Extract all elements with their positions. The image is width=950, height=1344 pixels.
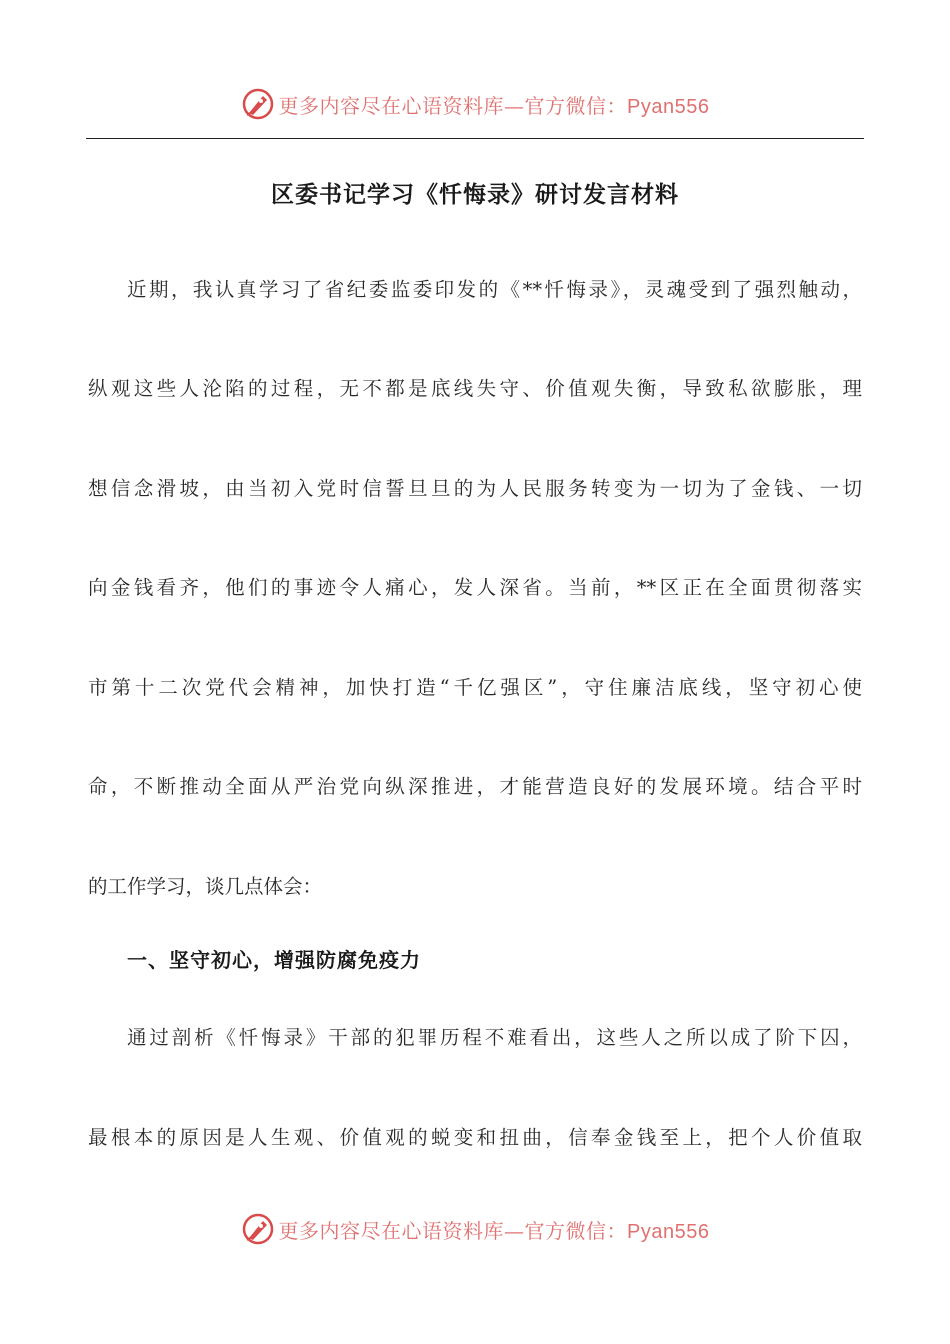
pen-nib-logo-icon: [241, 1212, 275, 1246]
footer-banner: [0, 1209, 950, 1249]
pen-nib-logo-icon: [241, 87, 275, 121]
wechat-id: Pyan556: [627, 1220, 710, 1243]
paragraph-line: 最根本的原因是人生观、价值观的蜕变和扭曲，信奉金钱至上，把个人价值取: [88, 1126, 862, 1149]
paragraph-line: 纵观这些人沦陷的过程，无不都是底线失守、价值观失衡，导致私欲膨胀，理: [88, 377, 862, 400]
paragraph-line: 向金钱看齐，他们的事迹令人痛心，发人深省。当前，**区正在全面贯彻落实: [88, 576, 862, 599]
paragraph-line: 市第十二次党代会精神，加快打造“千亿强区”，守住廉洁底线，坚守初心使: [88, 676, 862, 699]
header-rule: [86, 138, 864, 139]
section-heading: 一、坚守初心，增强防腐免疫力: [127, 948, 421, 972]
paragraph-line: 想信念滑坡，由当初入党时信誓旦旦的为人民服务转变为一切为了金钱、一切: [88, 477, 862, 500]
paragraph-line: 近期，我认真学习了省纪委监委印发的《**忏悔录》，灵魂受到了强烈触动，: [127, 278, 862, 301]
header-banner: [0, 84, 950, 124]
banner-text: 更多内容尽在心语资料库—官方微信：Pyan556: [278, 1218, 710, 1243]
paragraph-line: 通过剖析《忏悔录》干部的犯罪历程不难看出，这些人之所以成了阶下囚，: [127, 1026, 862, 1049]
document-title: 区委书记学习《忏悔录》研讨发言材料: [271, 181, 679, 208]
wechat-id: Pyan556: [627, 95, 710, 118]
paragraph-line: 的工作学习，谈几点体会：: [88, 875, 323, 898]
paragraph-line: 命，不断推动全面从严治党向纵深推进，才能营造良好的发展环境。结合平时: [88, 775, 862, 798]
banner-text: 更多内容尽在心语资料库—官方微信：Pyan556: [278, 93, 710, 118]
